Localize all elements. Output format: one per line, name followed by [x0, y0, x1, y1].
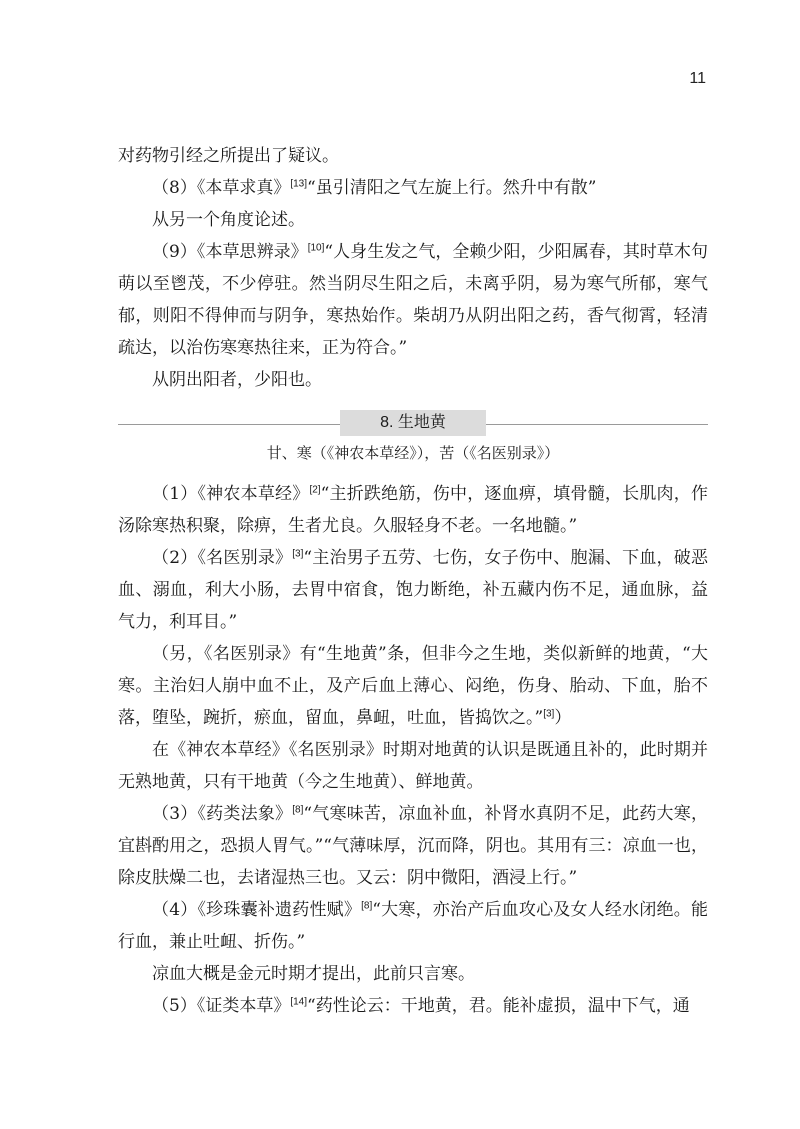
paragraph: 凉血大概是金元时期才提出，此前只言寒。: [152, 964, 475, 984]
section-header: [118, 408, 708, 442]
paragraph: 从阴出阳者，少阳也。: [152, 370, 322, 390]
citation-source: （8）《本草求真》: [152, 178, 291, 198]
reference-number: [3]: [543, 708, 555, 720]
reference-number: [3]: [292, 548, 304, 560]
paragraph: [118, 638, 708, 734]
closing-paren: ）: [554, 708, 572, 728]
paragraph: 在《神农本草经》《名医别录》时期对地黄的认识是既通且补的，此时期并无熟地黄，只有干地黄（今之生地黄）、鲜地黄。: [118, 740, 708, 792]
page-content: [118, 140, 708, 1022]
paragraph: 对药物引经之所提出了疑议。: [118, 146, 339, 166]
paragraph: [118, 990, 708, 1022]
reference-number: [8]: [292, 804, 304, 816]
quote-text: “主折跌绝筋，伤中，逐血痹，填骨髓，长肌肉，作汤除寒热积聚，除痹，生者尤良。久服轻身不老。一名地髓。”: [118, 484, 708, 536]
citation-source: （9）《本草思辨录》: [152, 242, 308, 262]
paragraph: 从另一个角度论述。: [152, 210, 305, 230]
citation-source: （5）《证类本草》: [152, 996, 291, 1016]
paragraph: [118, 542, 708, 638]
reference-number: [2]: [309, 484, 321, 496]
page-number: 11: [689, 70, 706, 87]
paragraph: [118, 236, 708, 364]
reference-number: [14]: [290, 996, 308, 1008]
paragraph: [118, 894, 708, 958]
quote-text: “药性论云：干地黄，君。能补虚损，温中下气，通: [307, 996, 690, 1016]
reference-number: [13]: [290, 178, 308, 190]
citation-source: （2）《名医别录》: [152, 548, 293, 568]
quote-text: “人身生发之气，全赖少阳，少阳属春，其时草木句萌以至鬯茂，不少停驻。然当阴尽生阳之后，未离乎阴，易为寒气所郁，寒气郁，则阳不得伸而与阴争，寒热始作。柴胡乃从阴出阳之药，香气彻霄，轻清疏达，以治伤寒寒热往来，正为符合。”: [118, 242, 708, 358]
quote-text: “大寒，亦治产后血攻心及女人经水闭绝。能行血，兼止吐衄、折伤。”: [118, 900, 708, 952]
section-title: 8. 生地黄: [340, 410, 486, 436]
paragraph: [118, 798, 708, 894]
paragraph: [118, 172, 708, 204]
section-subtitle: 甘、寒（《神农本草经》），苦（《名医别录》）: [266, 445, 560, 462]
citation-source: （3）《药类法象》: [152, 804, 293, 824]
quote-text: “气寒味苦，凉血补血，补肾水真阴不足，此药大寒，宜斟酌用之，恐损人胃气。”“气薄味厚，沉而降，阴也。其用有三：凉血一也，除皮肤燥二也，去诸湿热三也。又云：阴中微阳，酒浸上行。”: [118, 804, 708, 888]
quote-text: （另，《名医别录》有“生地黄”条，但非今之生地，类似新鲜的地黄，“大寒。主治妇人崩中血不止，及产后血上薄心、闷绝，伤身、胎动、下血，胎不落，堕坠，踠折，瘀血，留血，鼻衄，吐血，皆捣饮之。”: [118, 644, 708, 728]
reference-number: [8]: [361, 900, 373, 912]
paragraph: [118, 478, 708, 542]
reference-number: [10]: [307, 242, 325, 254]
quote-text: “主治男子五劳、七伤，女子伤中、胞漏、下血，破恶血、溺血，利大小肠，去胃中宿食，饱力断绝，补五藏内伤不足，通血脉，益气力，利耳目。”: [118, 548, 708, 632]
citation-source: （4）《珍珠囊补遗药性赋》: [152, 900, 362, 920]
quote-text: “虽引清阳之气左旋上行。然升中有散”: [307, 178, 597, 198]
citation-source: （1）《神农本草经》: [152, 484, 310, 504]
